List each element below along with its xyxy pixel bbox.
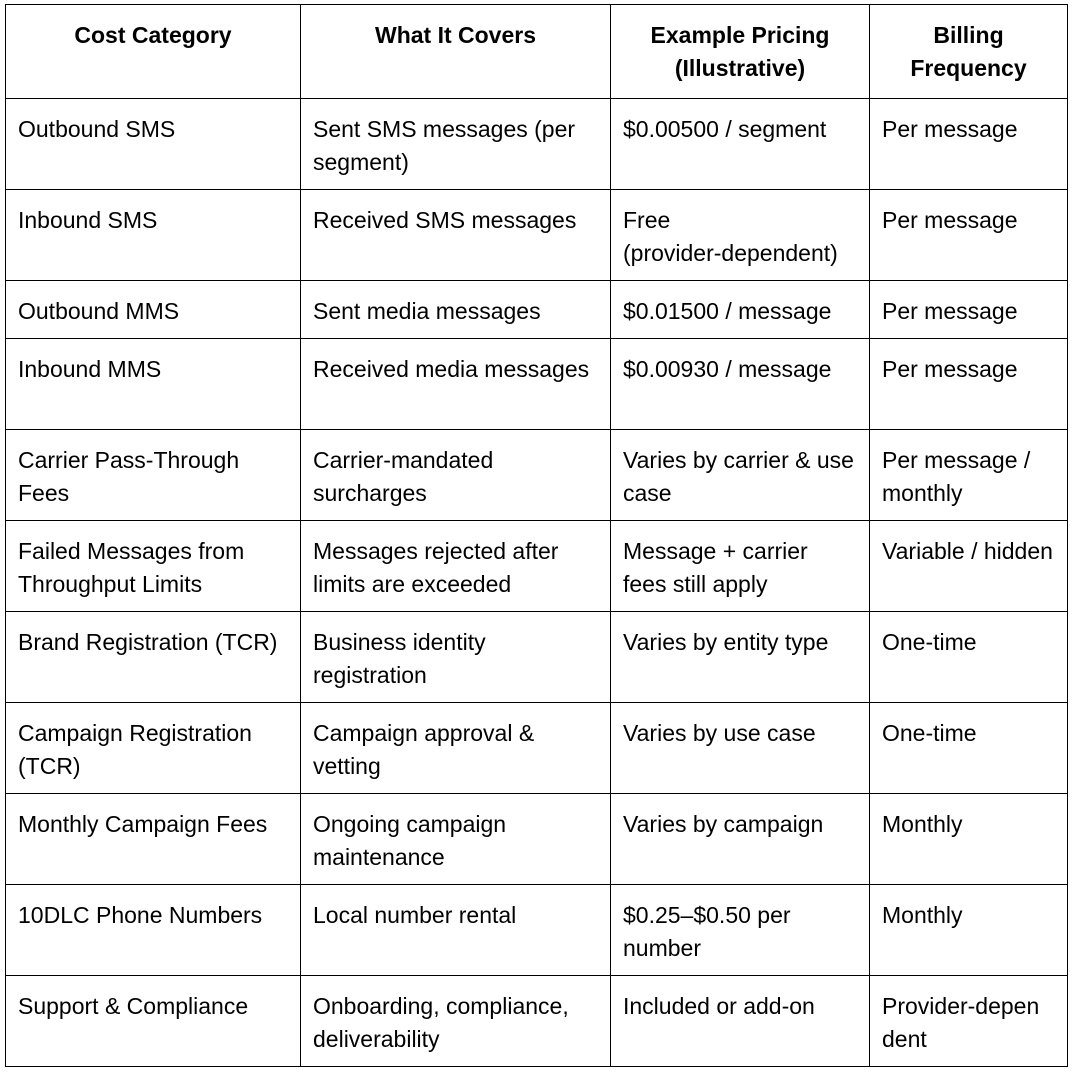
cell-category: 10DLC Phone Numbers (6, 885, 301, 976)
cell-covers: Onboarding, compliance, deliverability (301, 976, 611, 1067)
cell-covers: Campaign approval & vetting (301, 703, 611, 794)
cell-category: Failed Messages from Throughput Limits (6, 521, 301, 612)
table-row (6, 885, 1068, 976)
cell-category: Campaign Registration (TCR) (6, 703, 301, 794)
header-what-it-covers: What It Covers (301, 5, 611, 99)
cell-category: Support & Compliance (6, 976, 301, 1067)
table-row (6, 521, 1068, 612)
table-row (6, 703, 1068, 794)
cell-pricing: Message + carrier fees still apply (611, 521, 870, 612)
cell-billing: Provider-depen dent (870, 976, 1068, 1067)
table-row (6, 99, 1068, 190)
cell-billing: Per message / monthly (870, 430, 1068, 521)
cell-category: Brand Registration (TCR) (6, 612, 301, 703)
cell-billing: One-time (870, 612, 1068, 703)
table-row (6, 976, 1068, 1067)
cell-covers: Ongoing campaign maintenance (301, 794, 611, 885)
cell-pricing: $0.25–$0.50 per number (611, 885, 870, 976)
cell-covers: Sent media messages (301, 281, 611, 339)
table-row (6, 190, 1068, 281)
table-row (6, 612, 1068, 703)
cell-category: Carrier Pass-Through Fees (6, 430, 301, 521)
table-header-row (6, 5, 1068, 99)
cell-covers: Sent SMS messages (per segment) (301, 99, 611, 190)
header-cost-category: Cost Category (6, 5, 301, 99)
cell-covers: Local number rental (301, 885, 611, 976)
cell-pricing: $0.01500 / message (611, 281, 870, 339)
cell-pricing: Free (provider-dependent) (611, 190, 870, 281)
cell-pricing: Varies by campaign (611, 794, 870, 885)
cell-category: Outbound MMS (6, 281, 301, 339)
header-billing-frequency: Billing Frequency (870, 5, 1068, 99)
cell-category: Outbound SMS (6, 99, 301, 190)
cell-billing: Per message (870, 339, 1068, 430)
cell-billing: Per message (870, 99, 1068, 190)
cell-billing: Monthly (870, 885, 1068, 976)
cell-covers: Messages rejected after limits are exceeded (301, 521, 611, 612)
cell-covers: Business identity registration (301, 612, 611, 703)
cell-category: Inbound MMS (6, 339, 301, 430)
cell-covers: Received SMS messages (301, 190, 611, 281)
header-example-pricing: Example Pricing (Illustrative) (611, 5, 870, 99)
cell-covers: Carrier-mandated surcharges (301, 430, 611, 521)
cell-pricing: Varies by entity type (611, 612, 870, 703)
cell-category: Monthly Campaign Fees (6, 794, 301, 885)
cell-billing: Monthly (870, 794, 1068, 885)
table-row (6, 339, 1068, 430)
cell-covers: Received media messages (301, 339, 611, 430)
cell-pricing: Included or add-on (611, 976, 870, 1067)
cell-billing: Per message (870, 190, 1068, 281)
cell-billing: One-time (870, 703, 1068, 794)
table-row (6, 430, 1068, 521)
table-row (6, 794, 1068, 885)
cell-pricing: Varies by carrier & use case (611, 430, 870, 521)
cell-pricing: $0.00500 / segment (611, 99, 870, 190)
table-row (6, 281, 1068, 339)
cell-billing: Variable / hidden (870, 521, 1068, 612)
cell-pricing: $0.00930 / message (611, 339, 870, 430)
cell-pricing: Varies by use case (611, 703, 870, 794)
cost-table (5, 4, 1068, 1067)
cell-category: Inbound SMS (6, 190, 301, 281)
cell-billing: Per message (870, 281, 1068, 339)
